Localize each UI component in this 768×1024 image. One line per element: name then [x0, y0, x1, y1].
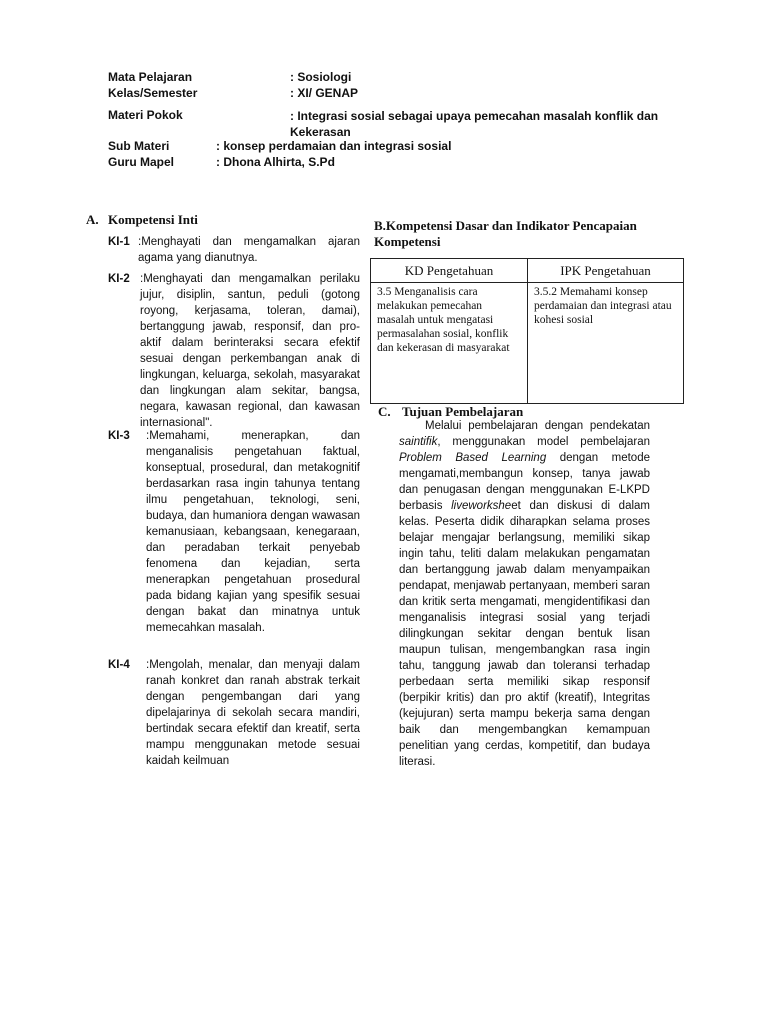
section-a-heading [86, 212, 198, 228]
ipk-header: IPK Pengetahuan [528, 259, 684, 283]
tujuan-paragraph [399, 418, 650, 770]
section-b-title: B.Kompetensi Dasar dan Indikator Pencapaian Kompetensi [374, 218, 637, 249]
ki-text: :Menghayati dan mengamalkan ajaran agama yang dianutnya. [138, 236, 360, 264]
kelas-semester-label: Kelas/Semester [108, 86, 198, 100]
pbl-term: Problem Based Learning [399, 452, 547, 464]
ki-label: KI-3 [108, 430, 130, 442]
tujuan-text: dengan metode mengamati,membangun konsep, tanya jawab dan penugasan dengan menggunakan E-LKPD berbasis [399, 452, 650, 512]
ki-label: KI-4 [108, 659, 130, 671]
ki-text: :Memahami, menerapkan, dan menganalisis pengetahuan faktual, konseptual, prosedural, dan metakognitif berdasarkan rasa ingin tahunya tentang ilmu pengetahuan, teknologi, seni, budaya, dan humaniora dengan wawasan kemanusiaan, kebangsaan, kenegaraan, dan peradaban terkait penyebab fenomena dan kejadian, serta menerapkan pengetahuan prosedural pada bidang kajian yang spesifik sesuai dengan bakat dan minatnya untuk memecahkan masalah. [146, 430, 360, 634]
kd-header: KD Pengetahuan [371, 259, 528, 283]
mata-pelajaran-label: Mata Pelajaran [108, 70, 193, 84]
sub-materi-value: : konsep perdamaian dan integrasi sosial [216, 139, 452, 153]
kd-cell: 3.5 Menganalisis cara melakukan pemecahan masalah untuk mengatasi permasalahan sosial, konflik dan kekerasan di masyarakat [371, 283, 528, 404]
materi-pokok-value: : Integrasi sosial sebagai upaya pemecahan masalah konflik dan Kekerasan [290, 109, 659, 139]
ki-label: KI-1 [108, 236, 130, 248]
liveworksheet-term: liveworkshe [451, 500, 512, 512]
kd-ipk-table [370, 258, 684, 404]
mata-pelajaran-value: : Sosiologi [290, 70, 352, 84]
section-a-marker: A. [86, 212, 99, 227]
ipk-cell: 3.5.2 Memahami konsep perdamaian dan integrasi atau kohesi sosial [528, 283, 684, 404]
section-a-title: Kompetensi Inti [108, 212, 198, 227]
tujuan-text: et dan diskusi di dalam kelas. Peserta didik diharapkan selama proses belajar mengajar berlangsung, memiliki sikap ingin tahu, teliti dalam melakukan pengamatan dan bertanggung jawab dalam menyampaikan pendapat, menjawab pertanyaan, memberi saran dan kritik serta mengamati, mengidentifikasi dan menganalisis integrasi sosial yang terjadi dilingkungan sekitar dengan bentuk lisan maupun tulisan, mengembangkan rasa ingin tahu, tanggung jawab dan toleransi terhadap perbedaan serta memiliki sikap responsif (berpikir kritis) dan pro aktif (kreatif), Integritas (kejujuran) serta mampu bekerja sama dengan baik dan mengembangkan kemampuan penelitian yang cerdas, kompetitif, dan budaya literasi. [399, 500, 650, 768]
kelas-semester-value: : XI/ GENAP [290, 86, 359, 100]
ki-text: :Mengolah, menalar, dan menyaji dalam ranah konkret dan ranah abstrak terkait dengan pengembangan dari yang dipelajarinya di sekolah secara mandiri, bertindak secara efektif dan kreatif, serta mampu menggunakan metode sesuai kaidah keilmuan [146, 659, 360, 767]
materi-pokok-label: Materi Pokok [108, 108, 183, 122]
sub-materi-label: Sub Materi [108, 139, 170, 153]
section-c-title: Tujuan Pembelajaran [402, 404, 524, 419]
tujuan-text: , menggunakan model pembelajaran [437, 436, 650, 448]
ki-text: :Menghayati dan mengamalkan perilaku jujur, disiplin, santun, peduli (gotong royong, kerjasama, toleran, damai), bertanggung jawab, responsif, dan pro-aktif dalam berinteraksi secara efektif sesuai dengan perkembangan anak di lingkungan, keluarga, sekolah, masyarakat dan lingkungan alam sekitar, bangsa, negara, kawasan regional, dan kawasan internasional". [140, 273, 360, 429]
guru-mapel-label: Guru Mapel [108, 155, 175, 169]
table-header-row [371, 259, 684, 283]
guru-mapel-value: : Dhona Alhirta, S.Pd [216, 155, 335, 169]
saintifik-term: saintifik [399, 436, 438, 448]
section-c-marker: C. [378, 404, 391, 419]
table-row [371, 283, 684, 404]
tujuan-text: Melalui pembelajaran dengan pendekatan [425, 420, 650, 432]
ki-label: KI-2 [108, 273, 130, 285]
